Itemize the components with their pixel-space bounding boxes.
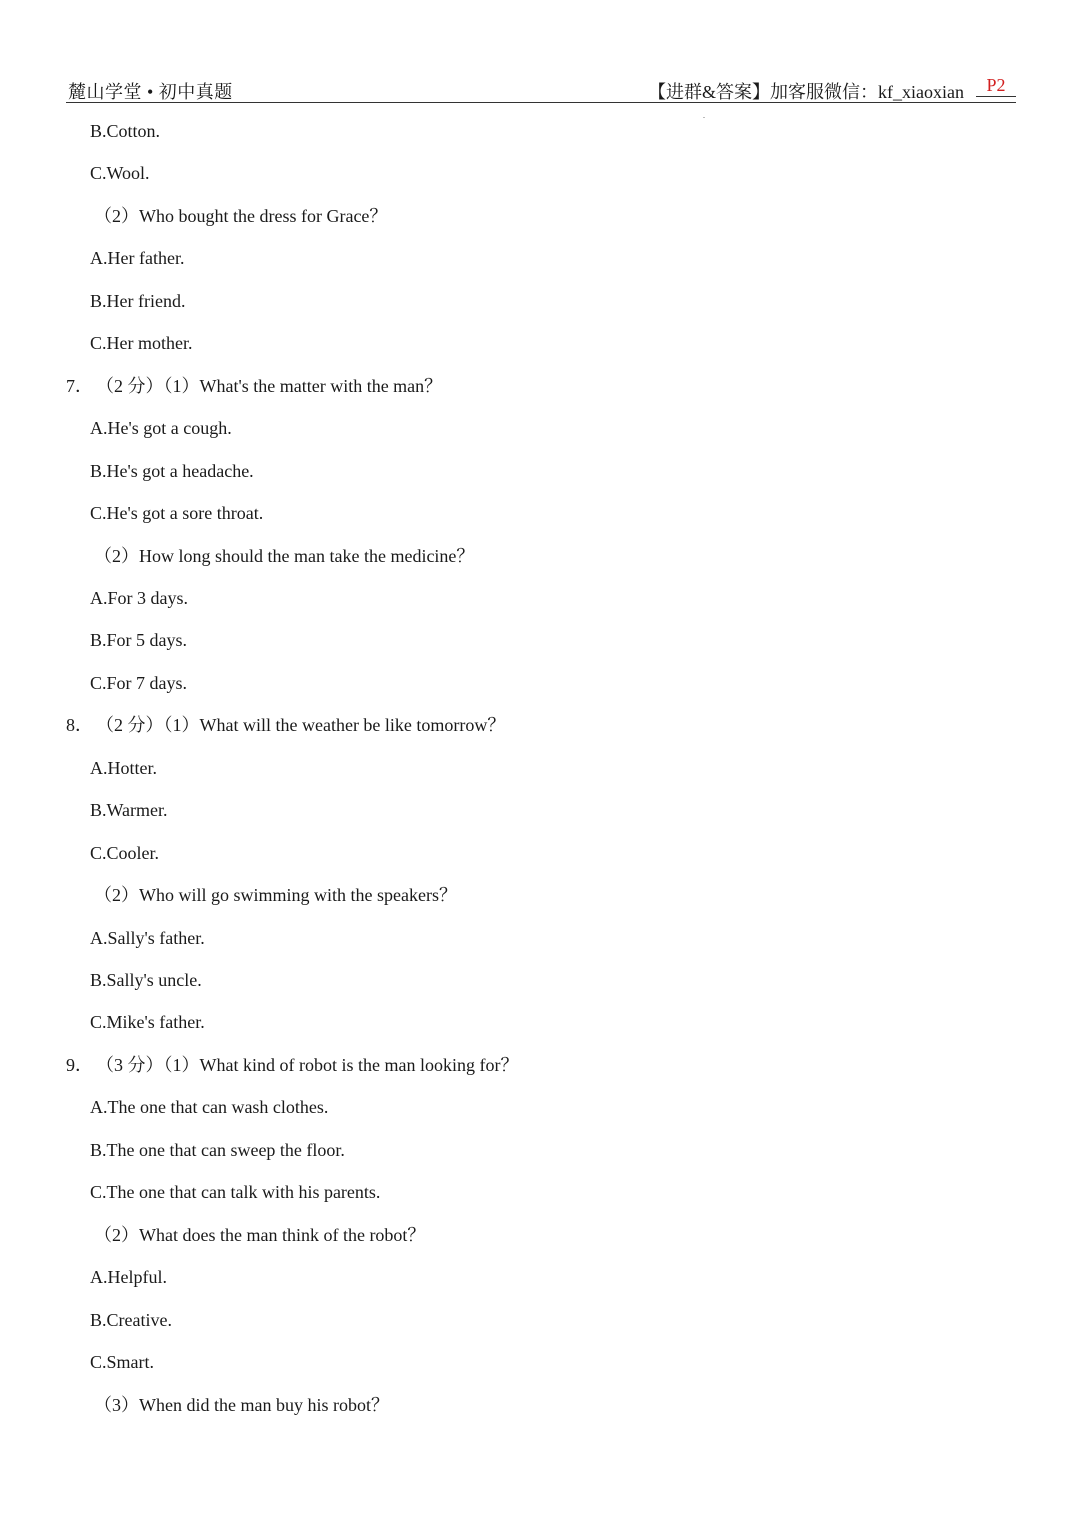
answer-option: C.Mike's father. [90, 1012, 205, 1032]
answer-option: A.He's got a cough. [90, 418, 232, 438]
question-number: 9． [66, 1055, 93, 1075]
answer-option: C.Her mother. [90, 333, 193, 353]
answer-option: B.The one that can sweep the floor. [90, 1140, 345, 1160]
sub-question: （2）What does the man think of the robot？ [94, 1225, 426, 1245]
page-header [66, 76, 1016, 103]
sub-question: （2）How long should the man take the medicine？ [94, 546, 475, 566]
contact-info: 【进群&答案】加客服微信：kf_xiaoxian [648, 82, 964, 102]
answer-option: A.Hotter. [90, 758, 157, 778]
answer-option: B.Warmer. [90, 800, 168, 820]
answer-option: A.Her father. [90, 248, 185, 268]
question-heading [66, 375, 442, 397]
answer-option: A.The one that can wash clothes. [90, 1097, 329, 1117]
answer-option: B.For 5 days. [90, 630, 188, 650]
answer-option: C.He's got a sore throat. [90, 503, 264, 523]
sub-question: （2）Who will go swimming with the speakers？ [94, 885, 457, 905]
answer-option: B.Her friend. [90, 291, 186, 311]
answer-option: B.Cotton. [90, 121, 161, 141]
page-number: P2 [976, 74, 1016, 97]
answer-option: C.Cooler. [90, 843, 160, 863]
question-number: 8． [66, 715, 93, 735]
answer-option: C.Wool. [90, 163, 150, 183]
sub-question: （3）When did the man buy his robot？ [94, 1395, 389, 1415]
answer-option: B.Creative. [90, 1310, 172, 1330]
question-text: （2 分）（1）What will the weather be like tomorrow？ [96, 715, 506, 735]
answer-option: B.Sally's uncle. [90, 970, 202, 990]
sub-question: （2）Who bought the dress for Grace？ [94, 206, 388, 226]
answer-option: A.Sally's father. [90, 928, 205, 948]
answer-option: C.For 7 days. [90, 673, 188, 693]
answer-option: A.For 3 days. [90, 588, 188, 608]
question-text: （2 分）（1）What's the matter with the man？ [96, 376, 443, 396]
answer-option: C.Smart. [90, 1352, 155, 1372]
answer-option: B.He's got a headache. [90, 461, 254, 481]
question-text: （3 分）（1）What kind of robot is the man looking for？ [96, 1055, 519, 1075]
question-heading [66, 1054, 518, 1076]
stray-dot [703, 117, 705, 118]
answer-option: C.The one that can talk with his parents. [90, 1182, 381, 1202]
brand-title: 麓山学堂 • 初中真题 [68, 82, 233, 102]
question-number: 7． [66, 376, 93, 396]
answer-option: A.Helpful. [90, 1267, 167, 1287]
question-heading [66, 714, 505, 736]
